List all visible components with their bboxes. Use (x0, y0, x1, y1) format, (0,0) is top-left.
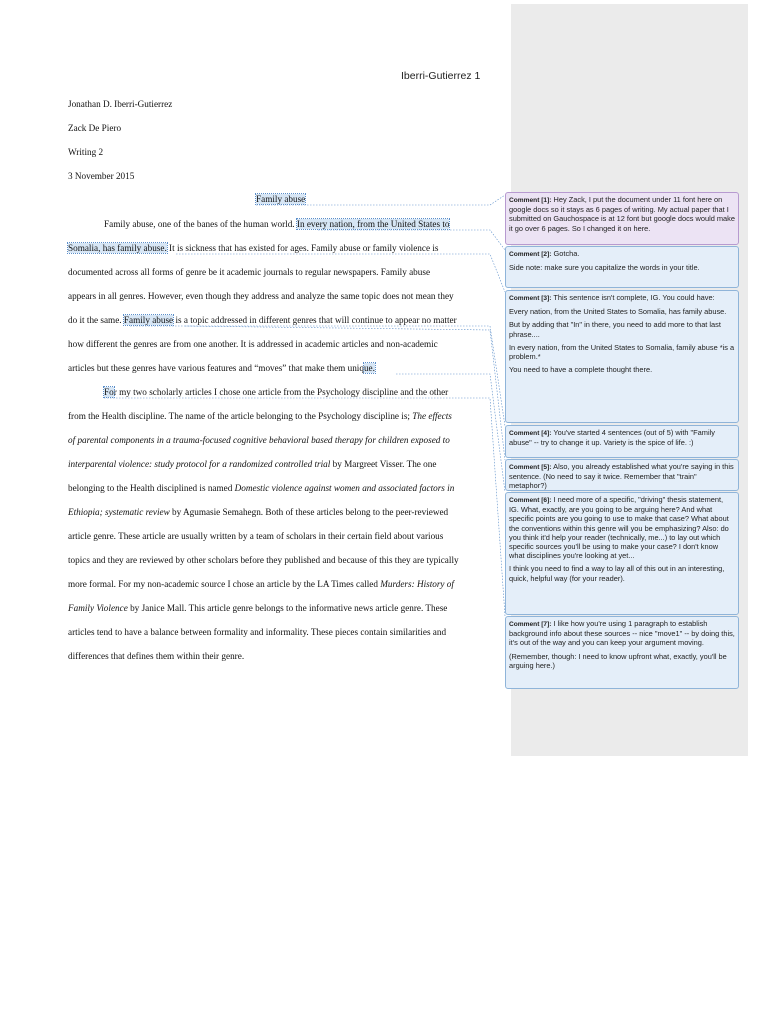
p1-line-5 (68, 315, 457, 325)
italic-run: Murders: History of (380, 579, 454, 589)
comment-6-para-2: I think you need to find a way to lay all of this out in an interesting, quick, helpful way (for your reader). (509, 564, 725, 583)
comment-5-body: Also, you already established what you're saying in this sentence. (No need to say it twice. Remember that "train" metaphor?) (509, 462, 734, 491)
comment-6-label: Comment [6]: (509, 497, 552, 504)
comment-3[interactable] (505, 290, 739, 423)
p1-line-4: appears in all genres. However, even though they address and analyze the same topic does not mean they (68, 291, 454, 301)
p2-line-11: articles tend to have a balance between formality and informality. These pieces contain similarities and (68, 627, 447, 637)
course-name: Writing 2 (68, 147, 104, 157)
p2-line-9 (68, 579, 454, 589)
p2-line-8: topics and they are reviewed by other scholars before they published and because of this they are typically (68, 555, 459, 565)
text-run: Family abuse, one of the banes of the human world. (104, 219, 297, 229)
comment-3-anchor[interactable]: In every nation, from the United States to (296, 219, 450, 229)
p2-line-7: article genre. These article are usually written by a team of scholars in their certain field about various (68, 531, 444, 541)
text-run: by Margreet Visser. The one (330, 459, 437, 469)
italic-run: of parental components in a trauma-focused cognitive behavioral based therapy for children exposed to (68, 435, 450, 445)
comment-3-label: Comment [3]: (509, 295, 552, 302)
text-run: from the Health discipline. The name of the article belonging to the Psychology discipline is; (68, 411, 413, 421)
comment-4[interactable] (505, 425, 739, 458)
comment-3-para-3: But by adding that "In" in there, you need to add more to that last phrase.... (509, 320, 721, 339)
comment-5[interactable] (505, 459, 739, 491)
comment-1-text (509, 195, 735, 233)
text-run: articles but these genres have various features and “moves” that make them uniq (68, 363, 364, 373)
comment-5-text (509, 462, 735, 491)
p2-line-12: differences that defines them within their genre. (68, 651, 245, 661)
comment-4-label: Comment [4]: (509, 430, 552, 437)
p2-line-2 (68, 411, 452, 421)
p2-line-5 (68, 483, 454, 493)
p2-line-6 (68, 507, 448, 517)
text-run: is a topic addressed in different genres that will continue to appear no matter (173, 315, 457, 325)
text-run: It is sickness that has existed for ages. Family abuse or family violence is (166, 243, 439, 253)
italic-run: The effects (412, 411, 452, 421)
comment-7-label: Comment [7]: (509, 621, 552, 628)
p1-line-3: documented across all forms of genre be it academic journals to regular newspapers. Family abuse (68, 267, 431, 277)
text-run: do it the same. (68, 315, 124, 325)
comment-3-para-5: You need to have a complete thought there. (509, 365, 653, 375)
comment-3-anchor-cont[interactable]: Somalia, has family abuse. (68, 243, 167, 253)
italic-run: Family Violence (68, 603, 128, 613)
comment-4-text (509, 428, 735, 447)
comment-1-body: Hey Zack, I put the document under 11 font here on google docs so it stays as 6 pages of writing. My actual paper that I submitted on Gauchospace is at 12 font but google docs would make it go over 6 pages. So I changed it on here. (509, 195, 735, 233)
comment-7-text (509, 619, 735, 648)
comment-7-para-2: (Remember, though: I need to know upfront what, exactly, you'll be arguing here.) (509, 651, 727, 670)
p2-line-1 (104, 387, 448, 397)
comment-4-body: You've started 4 sentences (out of 5) with "Family abuse" -- try to change it up. Variety is the spice of life. :) (509, 428, 715, 448)
comment-5-label: Comment [5]: (509, 464, 552, 471)
comment-1[interactable] (505, 192, 739, 245)
essay-title[interactable] (256, 194, 305, 204)
comment-6[interactable] (505, 492, 739, 615)
comment-4-anchor[interactable]: Family abuse (123, 315, 174, 325)
italic-run: interparental violence: study protocol for a randomized controlled trial (68, 459, 331, 469)
comment-7-body: I like how you're using 1 paragraph to establish background info about these sources -- nice "move1" -- by doing this, it's out of the way and you can keep your argument moving. (509, 619, 735, 648)
p1-line-6: how different the genres are from one another. It is addressed in academic articles and non-academic (68, 339, 438, 349)
comment-3-para-2: Every nation, from the United States to Somalia, has family abuse. (509, 307, 727, 317)
comment-7-anchor[interactable]: Fo (104, 387, 114, 397)
essay-date: 3 November 2015 (68, 171, 135, 181)
comment-2-label: Comment [2]: (509, 251, 552, 258)
comment-3-para-4: In every nation, from the United States to Somalia, family abuse *is a problem.* (509, 342, 735, 362)
text-run: more formal. For my non-academic source I chose an article by the LA Times called (68, 579, 381, 589)
p2-line-10 (68, 603, 447, 613)
comment-2-text (509, 249, 735, 259)
italic-run: Domestic violence against women and associated factors in (234, 483, 455, 493)
comment-2-body: Gotcha. (551, 249, 580, 258)
comment-3-text (509, 293, 735, 303)
comment-7[interactable] (505, 616, 739, 689)
author-name: Jonathan D. Iberri-Gutierrez (68, 99, 173, 109)
comment-6-anchor[interactable]: ue. (363, 363, 375, 373)
text-run: r my two scholarly articles I chose one article from the Psychology discipline and the other (113, 387, 449, 397)
p1-line-7 (68, 363, 375, 373)
instructor-name: Zack De Piero (68, 123, 122, 133)
comment-3-body: This sentence isn't complete, IG. You could have: (551, 293, 715, 302)
comment-2[interactable] (505, 246, 739, 288)
comment-1-label: Comment [1]: (509, 197, 552, 204)
comment-6-text (509, 495, 735, 560)
title-highlight[interactable]: Family abuse (256, 194, 306, 204)
comment-6-body: I need more of a specific, "driving" thesis statement, IG. What, exactly, are you going to be arguing here? And what specific points are you going to use to make that case? What about the conventions within this genre will you be emphasizing? Also: do you think it'd help your reader (technically, me...) to lay out which specific sources you'll be using to make your case? I don't know what disciplines you're looking at yet... (509, 495, 729, 561)
p1-line-2 (68, 243, 439, 253)
running-head: Iberri-Gutierrez 1 (401, 70, 481, 82)
italic-run: Ethiopia; systematic review (68, 507, 170, 517)
comment-2-note: Side note: make sure you capitalize the words in your title. (509, 263, 700, 273)
p2-line-4 (68, 459, 436, 469)
text-run: by Agumasie Semahegn. Both of these articles belong to the peer-reviewed (169, 507, 449, 517)
text-run: belonging to the Health disciplined is named (68, 483, 235, 493)
text-run: by Janice Mall. This article genre belongs to the informative news article genre. These (127, 603, 448, 613)
p2-line-3 (68, 435, 450, 445)
p1-line-1 (104, 219, 449, 229)
